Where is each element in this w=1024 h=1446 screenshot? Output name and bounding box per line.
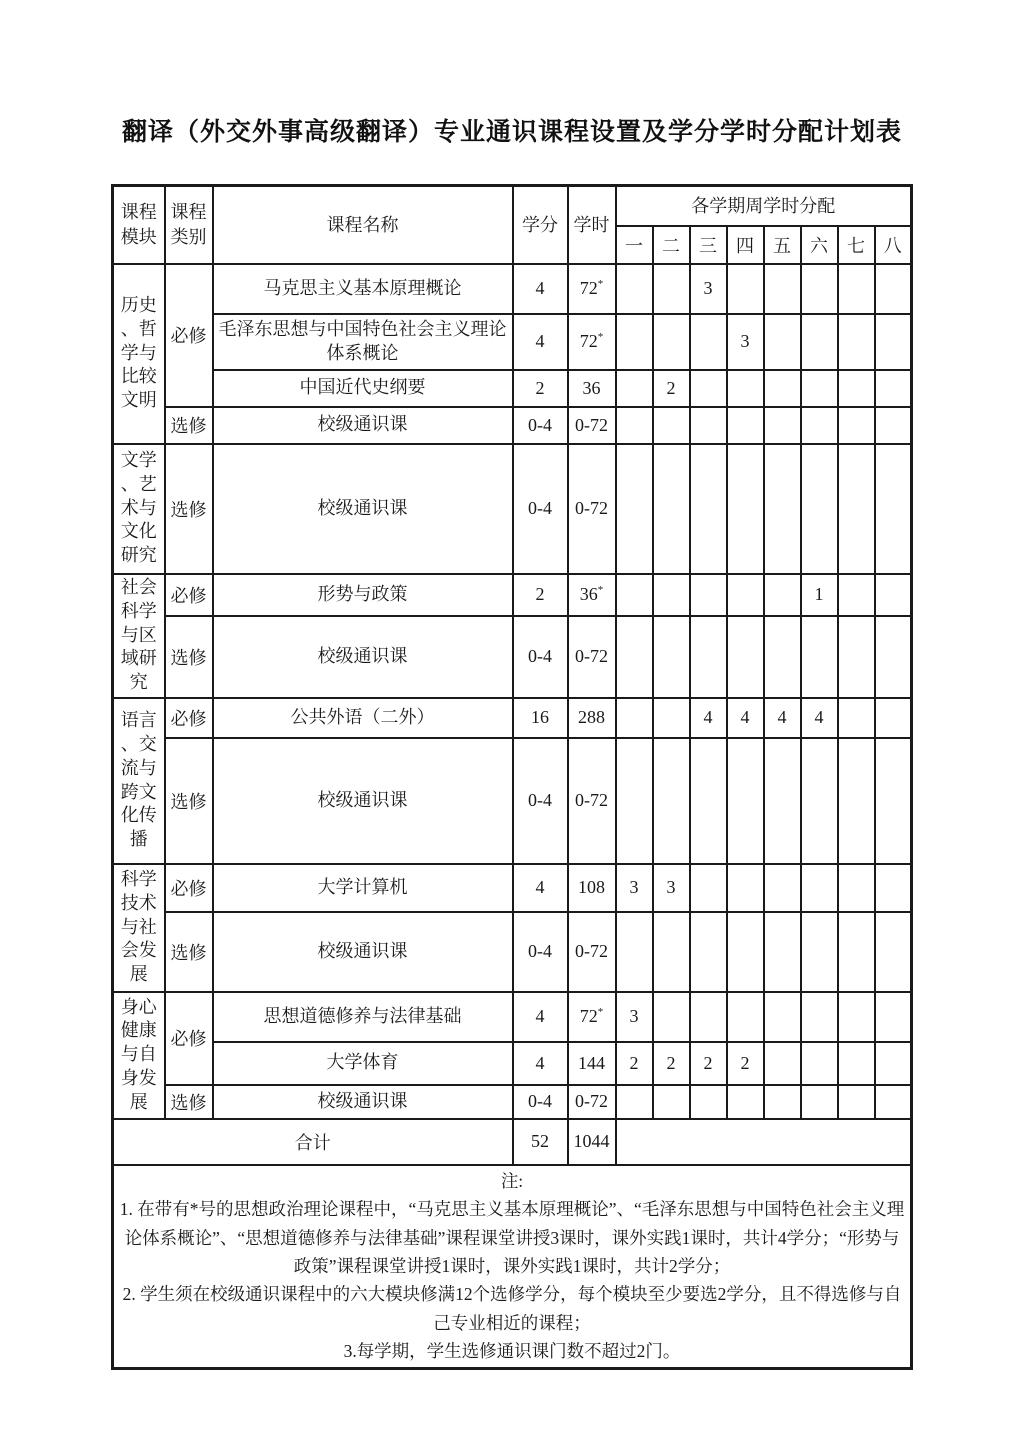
hours-cell: [568, 264, 616, 314]
semester-cell: [616, 738, 653, 864]
semester-cell: [838, 1042, 875, 1085]
hours-star: *: [597, 584, 604, 596]
hours-cell: [568, 1042, 616, 1085]
note-line-3: 3.每学期，学生选修通识课门数不超过2门。: [343, 1341, 681, 1362]
course-row: [113, 616, 912, 698]
semester-cell: 4: [801, 698, 838, 738]
semester-cell: [764, 370, 801, 407]
course-name-cell: 大学体育: [213, 1042, 513, 1085]
semester-cell: [801, 864, 838, 912]
semester-cell: [838, 314, 875, 370]
hours-value: 72: [579, 331, 598, 351]
semester-cell: [875, 616, 912, 698]
course-row: [113, 864, 912, 912]
credits-cell: 0-4: [513, 616, 568, 698]
semester-cell: [838, 407, 875, 444]
semester-cell: [727, 616, 764, 698]
semester-cell: [764, 1085, 801, 1119]
semester-cell: [801, 407, 838, 444]
course-name-cell: 校级通识课: [213, 738, 513, 864]
semester-cell: [690, 1085, 727, 1119]
hours-value: 0-72: [575, 498, 608, 518]
category-cell: 选修: [165, 407, 213, 444]
semester-cell: [838, 698, 875, 738]
hours-cell: [568, 738, 616, 864]
header-sem-5: 五: [764, 226, 801, 264]
course-name-cell: 公共外语（二外）: [213, 698, 513, 738]
credits-cell: 4: [513, 1042, 568, 1085]
semester-cell: [690, 314, 727, 370]
semester-cell: [690, 616, 727, 698]
hours-value: 36: [579, 584, 598, 604]
header-row-1: [113, 186, 912, 226]
header-semester-group: 各学期周学时分配: [616, 186, 912, 226]
semester-cell: [875, 314, 912, 370]
semester-cell: 1: [801, 574, 838, 616]
hours-cell: [568, 992, 616, 1042]
course-name-cell: 形势与政策: [213, 574, 513, 616]
credits-cell: 4: [513, 992, 568, 1042]
semester-cell: [653, 314, 690, 370]
category-cell: 选修: [165, 1085, 213, 1119]
notes-label: 注:: [500, 1171, 524, 1192]
semester-cell: [653, 264, 690, 314]
course-name-cell: 思想道德修养与法律基础: [213, 992, 513, 1042]
hours-value: 0-72: [575, 790, 608, 810]
category-cell: 选修: [165, 738, 213, 864]
module-cell: 历史、哲学与比较文明: [113, 264, 165, 444]
semester-cell: [838, 616, 875, 698]
semester-cell: [616, 314, 653, 370]
semester-cell: [875, 574, 912, 616]
semester-cell: [653, 616, 690, 698]
course-row: [113, 1085, 912, 1119]
header-course: 课程名称: [213, 186, 513, 264]
semester-cell: [690, 912, 727, 992]
course-name-cell: 大学计算机: [213, 864, 513, 912]
header-sem-1: 一: [616, 226, 653, 264]
hours-value: 0-72: [575, 414, 608, 435]
semester-cell: [653, 738, 690, 864]
semester-cell: [801, 444, 838, 574]
semester-cell: [875, 738, 912, 864]
semester-cell: [727, 864, 764, 912]
category-cell: 必修: [165, 992, 213, 1085]
semester-cell: [801, 616, 838, 698]
semester-cell: [875, 912, 912, 992]
course-row: [113, 314, 912, 370]
hours-cell: [568, 370, 616, 407]
course-name-cell: 毛泽东思想与中国特色社会主义理论体系概论: [213, 314, 513, 370]
header-sem-8: 八: [875, 226, 912, 264]
note-line-1: 1. 在带有*号的思想政治理论课程中，“马克思主义基本原理概论”、“毛泽东思想与中国特色社会主义理论体系概论”、“思想道德修养与法律基础”课程课堂讲授3课时，课外实践1课时，共计4学分；“形势与政策”课程课堂讲授1课时，课外实践1课时，共计2学分；: [119, 1199, 905, 1277]
credits-cell: 0-4: [513, 444, 568, 574]
semester-cell: [727, 1085, 764, 1119]
semester-cell: [727, 444, 764, 574]
module-cell: 文学、艺术与文化研究: [113, 444, 165, 574]
hours-cell: [568, 1085, 616, 1119]
total-hours: 1044: [568, 1119, 616, 1165]
semester-cell: [875, 698, 912, 738]
semester-cell: [764, 864, 801, 912]
category-cell: 必修: [165, 264, 213, 407]
course-name-cell: 校级通识课: [213, 616, 513, 698]
header-credits: 学分: [513, 186, 568, 264]
course-name-cell: 校级通识课: [213, 912, 513, 992]
hours-value: 0-72: [575, 646, 608, 666]
credits-cell: 0-4: [513, 912, 568, 992]
credits-cell: 2: [513, 370, 568, 407]
semester-cell: 2: [690, 1042, 727, 1085]
semester-cell: [801, 738, 838, 864]
semester-cell: [616, 616, 653, 698]
hours-cell: [568, 616, 616, 698]
hours-cell: [568, 444, 616, 574]
header-hours: 学时: [568, 186, 616, 264]
course-name-cell: 校级通识课: [213, 1085, 513, 1119]
header-module: 课程模块: [113, 186, 165, 264]
credits-cell: 16: [513, 698, 568, 738]
category-cell: 选修: [165, 912, 213, 992]
semester-cell: [875, 864, 912, 912]
credits-cell: 2: [513, 574, 568, 616]
semester-cell: [838, 912, 875, 992]
semester-cell: [838, 864, 875, 912]
semester-cell: [764, 407, 801, 444]
semester-cell: [616, 574, 653, 616]
semester-cell: [727, 992, 764, 1042]
semester-cell: 3: [616, 864, 653, 912]
semester-cell: [727, 407, 764, 444]
semester-cell: [616, 370, 653, 407]
semester-cell: [838, 370, 875, 407]
semester-cell: 3: [690, 264, 727, 314]
semester-cell: [727, 370, 764, 407]
semester-cell: [616, 444, 653, 574]
semester-cell: 2: [653, 370, 690, 407]
semester-cell: [764, 264, 801, 314]
hours-cell: [568, 407, 616, 444]
total-semesters-empty: [616, 1119, 912, 1165]
note-line-2: 2. 学生须在校级通识课程中的六大模块修满12个选修学分，每个模块至少要选2学分，且不得选修与自己专业相近的课程；: [122, 1284, 902, 1333]
semester-cell: [764, 616, 801, 698]
semester-cell: [616, 264, 653, 314]
semester-cell: 2: [727, 1042, 764, 1085]
semester-cell: [801, 370, 838, 407]
course-name-cell: 校级通识课: [213, 407, 513, 444]
course-row: [113, 444, 912, 574]
semester-cell: [838, 264, 875, 314]
credits-cell: 0-4: [513, 407, 568, 444]
semester-cell: [875, 1042, 912, 1085]
hours-star: *: [597, 278, 604, 290]
hours-cell: [568, 314, 616, 370]
category-cell: 必修: [165, 574, 213, 616]
semester-cell: [801, 992, 838, 1042]
credits-cell: 4: [513, 314, 568, 370]
semester-cell: [838, 1085, 875, 1119]
course-name-cell: 中国近代史纲要: [213, 370, 513, 407]
semester-cell: 4: [690, 698, 727, 738]
semester-cell: [875, 370, 912, 407]
semester-cell: [653, 407, 690, 444]
semester-cell: 4: [727, 698, 764, 738]
semester-cell: [690, 992, 727, 1042]
semester-cell: [653, 1085, 690, 1119]
semester-cell: [875, 444, 912, 574]
semester-cell: [875, 992, 912, 1042]
semester-cell: [690, 370, 727, 407]
hours-cell: [568, 698, 616, 738]
hours-cell: [568, 912, 616, 992]
credits-cell: 0-4: [513, 1085, 568, 1119]
semester-cell: [764, 912, 801, 992]
header-sem-6: 六: [801, 226, 838, 264]
semester-cell: [764, 444, 801, 574]
semester-cell: [653, 992, 690, 1042]
hours-value: 0-72: [575, 941, 608, 961]
hours-value: 108: [578, 877, 605, 897]
curriculum-table: [111, 184, 913, 1370]
page-title: 翻译（外交外事高级翻译）专业通识课程设置及学分学时分配计划表: [121, 119, 902, 146]
semester-cell: 3: [653, 864, 690, 912]
credits-cell: 0-4: [513, 738, 568, 864]
semester-cell: [727, 574, 764, 616]
credits-cell: 4: [513, 264, 568, 314]
semester-cell: [875, 407, 912, 444]
semester-cell: [690, 738, 727, 864]
semester-cell: 2: [653, 1042, 690, 1085]
notes-cell: [113, 1165, 912, 1369]
semester-cell: [653, 574, 690, 616]
semester-cell: [875, 1085, 912, 1119]
semester-cell: 2: [616, 1042, 653, 1085]
semester-cell: [764, 1042, 801, 1085]
hours-star: *: [597, 331, 604, 343]
semester-cell: 3: [727, 314, 764, 370]
semester-cell: [653, 912, 690, 992]
semester-cell: [616, 698, 653, 738]
module-cell: 社会科学与区域研究: [113, 574, 165, 698]
semester-cell: [838, 574, 875, 616]
category-cell: 选修: [165, 444, 213, 574]
hours-value: 72: [579, 278, 598, 298]
total-row: [113, 1119, 912, 1165]
semester-cell: [653, 444, 690, 574]
module-cell: 身心健康与自身发展: [113, 992, 165, 1119]
header-sem-2: 二: [653, 226, 690, 264]
credits-cell: 4: [513, 864, 568, 912]
semester-cell: [801, 264, 838, 314]
header-sem-3: 三: [690, 226, 727, 264]
total-credits: 52: [513, 1119, 568, 1165]
course-row: [113, 370, 912, 407]
course-row: [113, 698, 912, 738]
hours-value: 36: [582, 377, 601, 398]
semester-cell: [801, 314, 838, 370]
course-row: [113, 912, 912, 992]
semester-cell: [764, 738, 801, 864]
category-cell: 选修: [165, 616, 213, 698]
header-sem-7: 七: [838, 226, 875, 264]
semester-cell: [838, 992, 875, 1042]
semester-cell: [690, 444, 727, 574]
header-category: 课程类别: [165, 186, 213, 264]
semester-cell: [616, 1085, 653, 1119]
course-row: [113, 407, 912, 444]
semester-cell: [764, 992, 801, 1042]
hours-cell: [568, 864, 616, 912]
semester-cell: [616, 407, 653, 444]
semester-cell: 4: [764, 698, 801, 738]
hours-value: 288: [578, 707, 605, 727]
semester-cell: [690, 864, 727, 912]
category-cell: 必修: [165, 864, 213, 912]
category-cell: 必修: [165, 698, 213, 738]
hours-star: *: [597, 1006, 604, 1018]
semester-cell: [875, 264, 912, 314]
semester-cell: [690, 407, 727, 444]
semester-cell: [727, 912, 764, 992]
semester-cell: [801, 912, 838, 992]
semester-cell: [801, 1042, 838, 1085]
course-row: [113, 574, 912, 616]
semester-cell: [616, 912, 653, 992]
semester-cell: [838, 444, 875, 574]
course-row: [113, 1042, 912, 1085]
semester-cell: [727, 738, 764, 864]
module-cell: 语言、交流与跨文化传播: [113, 698, 165, 864]
notes-row: [113, 1165, 912, 1369]
semester-cell: [690, 574, 727, 616]
module-cell: 科学技术与社会发展: [113, 864, 165, 992]
hours-value: 0-72: [575, 1091, 608, 1111]
semester-cell: [727, 264, 764, 314]
course-name-cell: 校级通识课: [213, 444, 513, 574]
total-label: 合计: [113, 1119, 513, 1165]
course-row: [113, 992, 912, 1042]
course-row: [113, 738, 912, 864]
hours-cell: [568, 574, 616, 616]
semester-cell: [764, 314, 801, 370]
course-name-cell: 马克思主义基本原理概论: [213, 264, 513, 314]
semester-cell: [838, 738, 875, 864]
semester-cell: [764, 574, 801, 616]
semester-cell: 3: [616, 992, 653, 1042]
semester-cell: [801, 1085, 838, 1119]
course-row: [113, 264, 912, 314]
hours-value: 144: [578, 1052, 605, 1073]
semester-cell: [653, 698, 690, 738]
header-sem-4: 四: [727, 226, 764, 264]
hours-value: 72: [579, 1006, 598, 1026]
